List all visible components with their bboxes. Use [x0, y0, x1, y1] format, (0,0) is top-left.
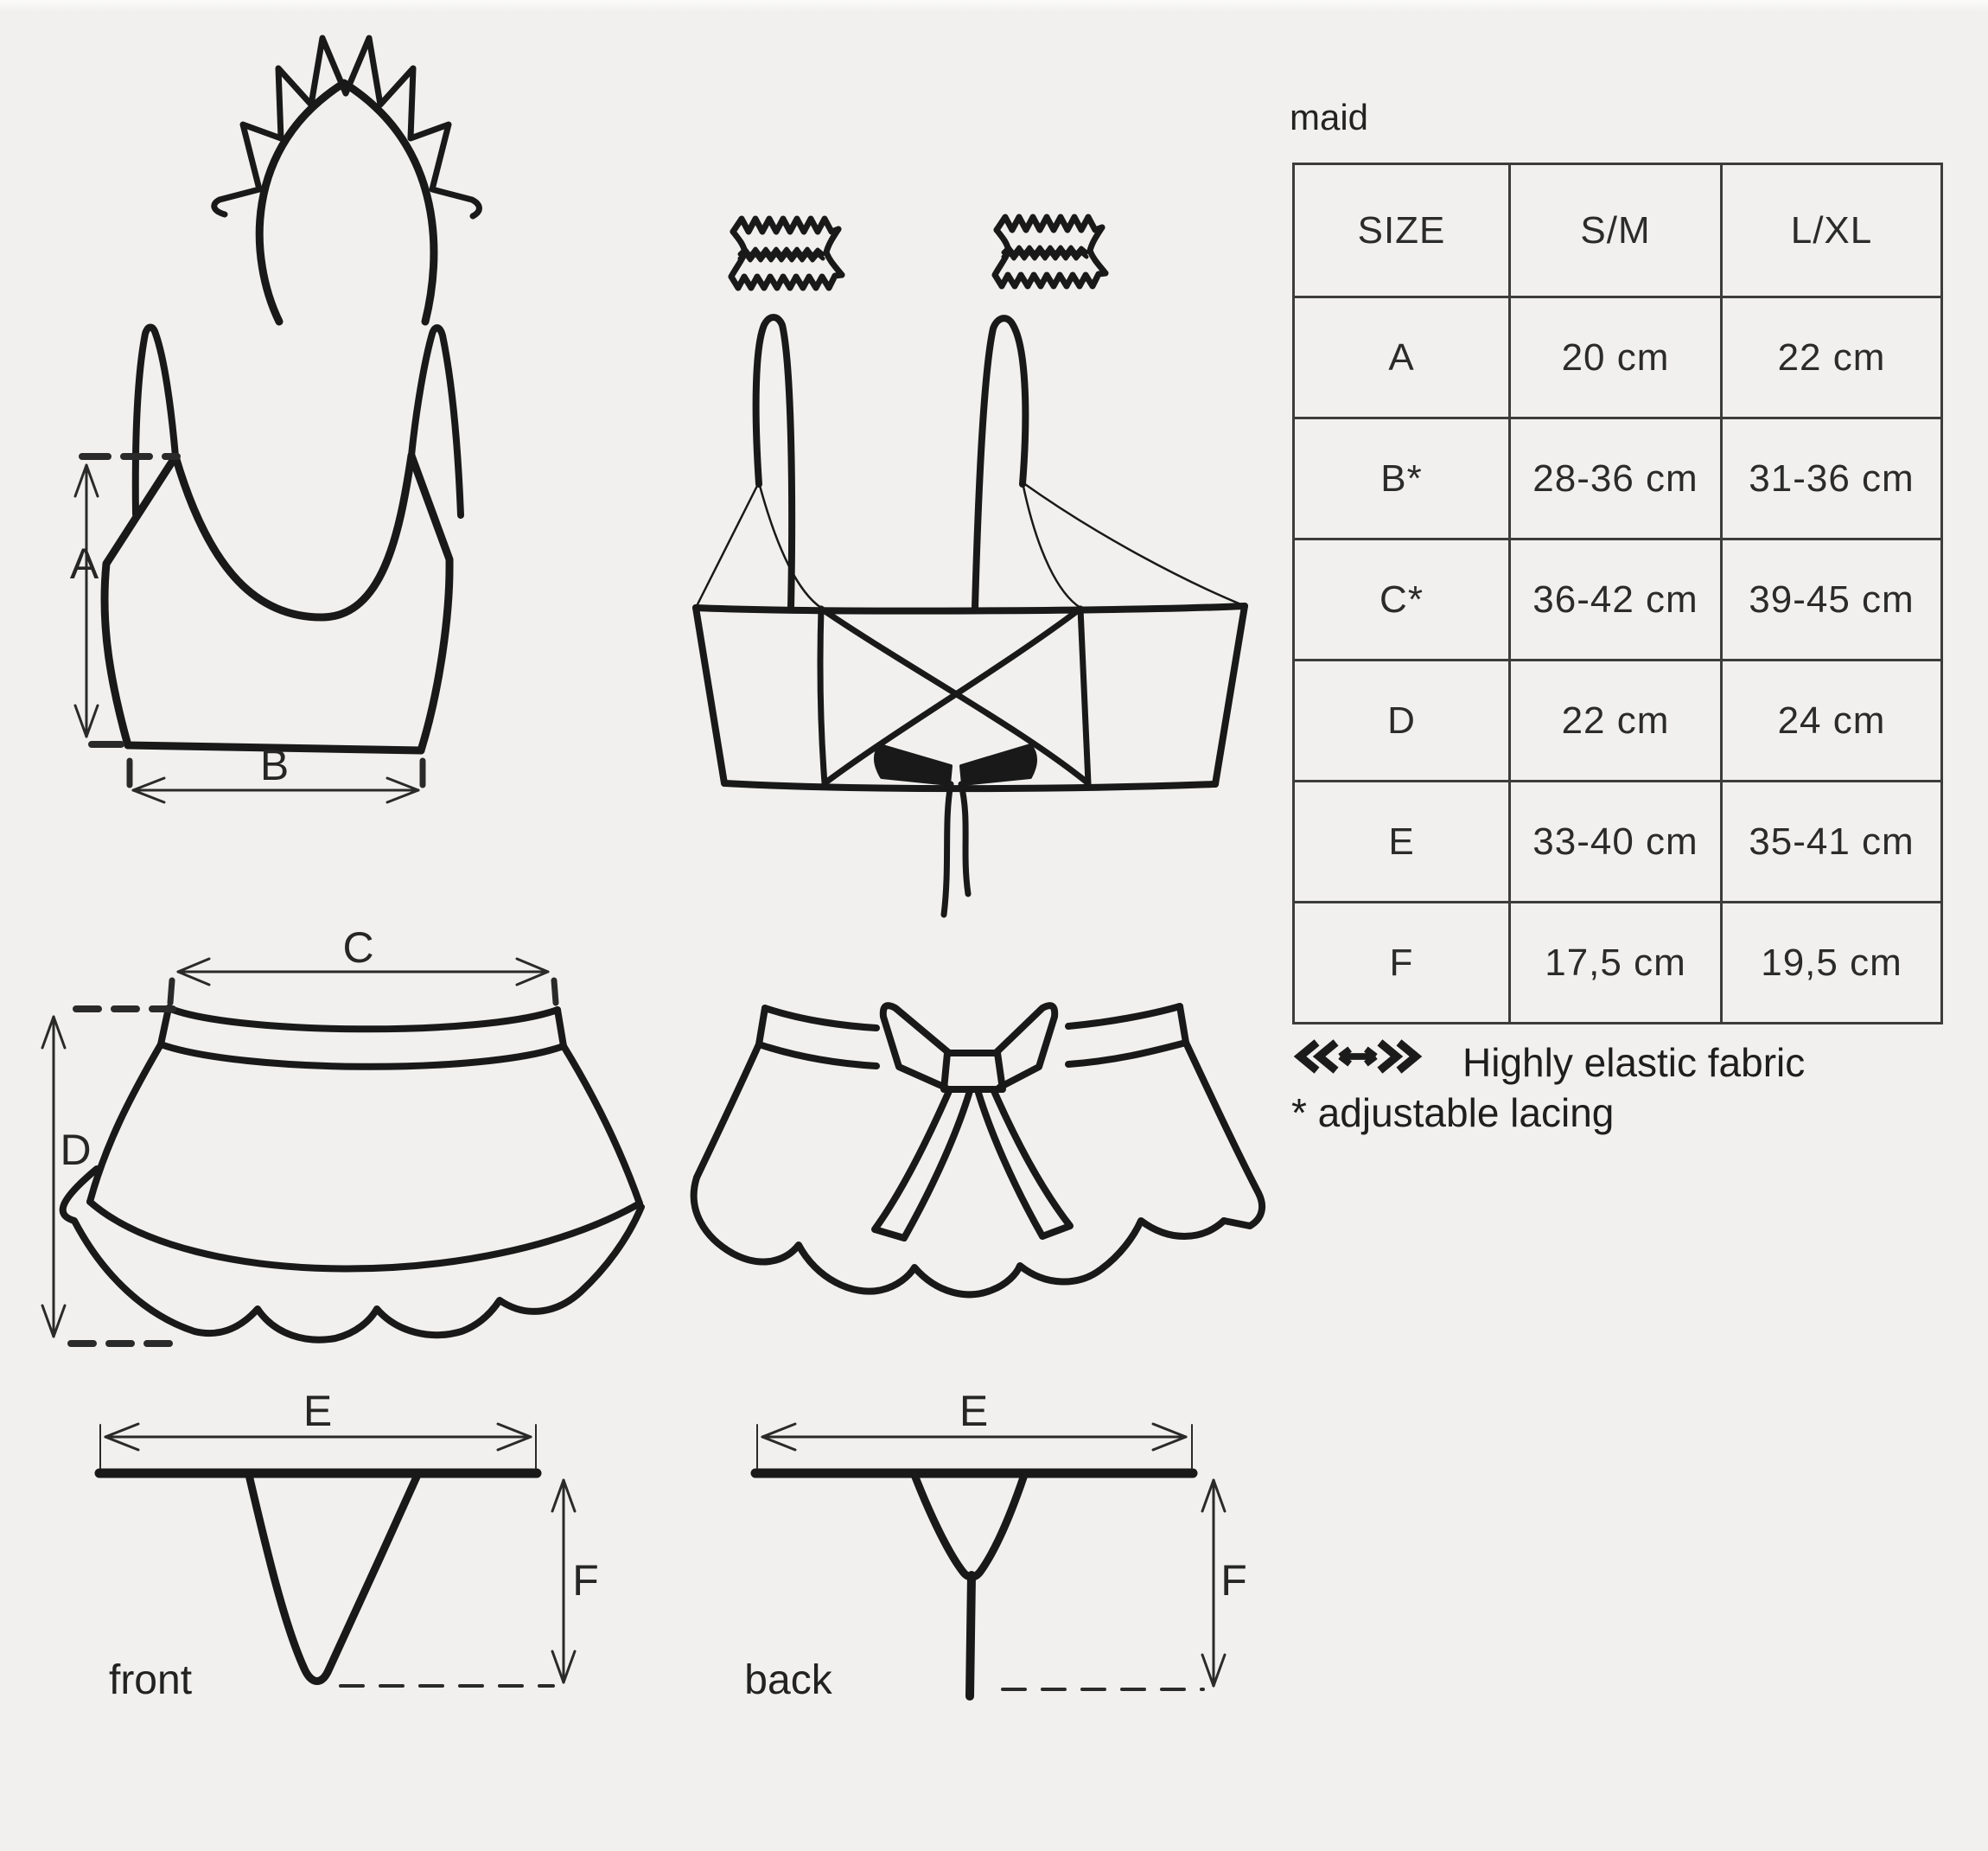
- cell-sm: 28-36 cm: [1510, 418, 1722, 539]
- cell-lxl: 35-41 cm: [1722, 782, 1942, 903]
- dim-label-f-back: F: [1220, 1556, 1248, 1605]
- row-label: E: [1294, 782, 1510, 903]
- back-view-label: back: [744, 1657, 832, 1703]
- dim-label-d: D: [60, 1126, 92, 1174]
- size-table: [1292, 163, 1943, 1024]
- table-row: [1294, 297, 1942, 418]
- panties-front-drawing: [99, 1473, 537, 1682]
- cell-sm: 20 cm: [1510, 297, 1722, 418]
- cell-lxl: 39-45 cm: [1722, 539, 1942, 661]
- skirt-front-drawing: [63, 1008, 641, 1340]
- dim-label-c: C: [342, 923, 375, 972]
- wrist-cuff-drawing-2: [995, 217, 1106, 286]
- adjustable-lacing-note: * adjustable lacing: [1291, 1090, 1615, 1135]
- row-label: B*: [1294, 418, 1510, 539]
- top-back-drawing: [696, 317, 1245, 915]
- cell-sm: 36-42 cm: [1510, 539, 1722, 661]
- table-row: [1294, 782, 1942, 903]
- dim-label-e-front: E: [303, 1387, 334, 1435]
- cell-lxl: 31-36 cm: [1722, 418, 1942, 539]
- cell-lxl: 22 cm: [1722, 297, 1942, 418]
- maid-headband-drawing: [214, 38, 480, 322]
- table-row: [1294, 539, 1942, 661]
- dimension-F-back: [1003, 1480, 1225, 1689]
- row-label: A: [1294, 297, 1510, 418]
- col-header-sm: S/M: [1510, 164, 1722, 297]
- skirt-back-drawing: [694, 1005, 1262, 1294]
- product-title: maid: [1290, 97, 1369, 137]
- cell-sm: 33-40 cm: [1510, 782, 1722, 903]
- size-table-header-row: [1294, 164, 1942, 297]
- elastic-fabric-note: Highly elastic fabric: [1462, 1040, 1806, 1085]
- cell-sm: 22 cm: [1510, 661, 1722, 782]
- table-row: [1294, 661, 1942, 782]
- cell-lxl: 19,5 cm: [1722, 903, 1942, 1024]
- col-header-lxl: L/XL: [1722, 164, 1942, 297]
- dim-label-b: B: [259, 741, 290, 789]
- row-label: F: [1294, 903, 1510, 1024]
- dim-label-a: A: [69, 539, 100, 588]
- row-label: C*: [1294, 539, 1510, 661]
- dimension-A: [75, 456, 177, 744]
- elastic-stretch-icon: [1290, 1037, 1425, 1075]
- col-header-size: SIZE: [1294, 164, 1510, 297]
- top-front-drawing: [105, 328, 461, 751]
- dim-label-e-back: E: [959, 1387, 990, 1435]
- cell-lxl: 24 cm: [1722, 661, 1942, 782]
- cell-sm: 17,5 cm: [1510, 903, 1722, 1024]
- row-label: D: [1294, 661, 1510, 782]
- dim-label-f-front: F: [572, 1556, 600, 1605]
- wrist-cuff-drawing: [731, 219, 842, 288]
- front-view-label: front: [108, 1657, 193, 1703]
- bow-icon: [876, 745, 1035, 784]
- table-row: [1294, 903, 1942, 1024]
- table-row: [1294, 418, 1942, 539]
- dimension-F-front: [341, 1480, 575, 1686]
- dimension-D: [42, 1009, 182, 1344]
